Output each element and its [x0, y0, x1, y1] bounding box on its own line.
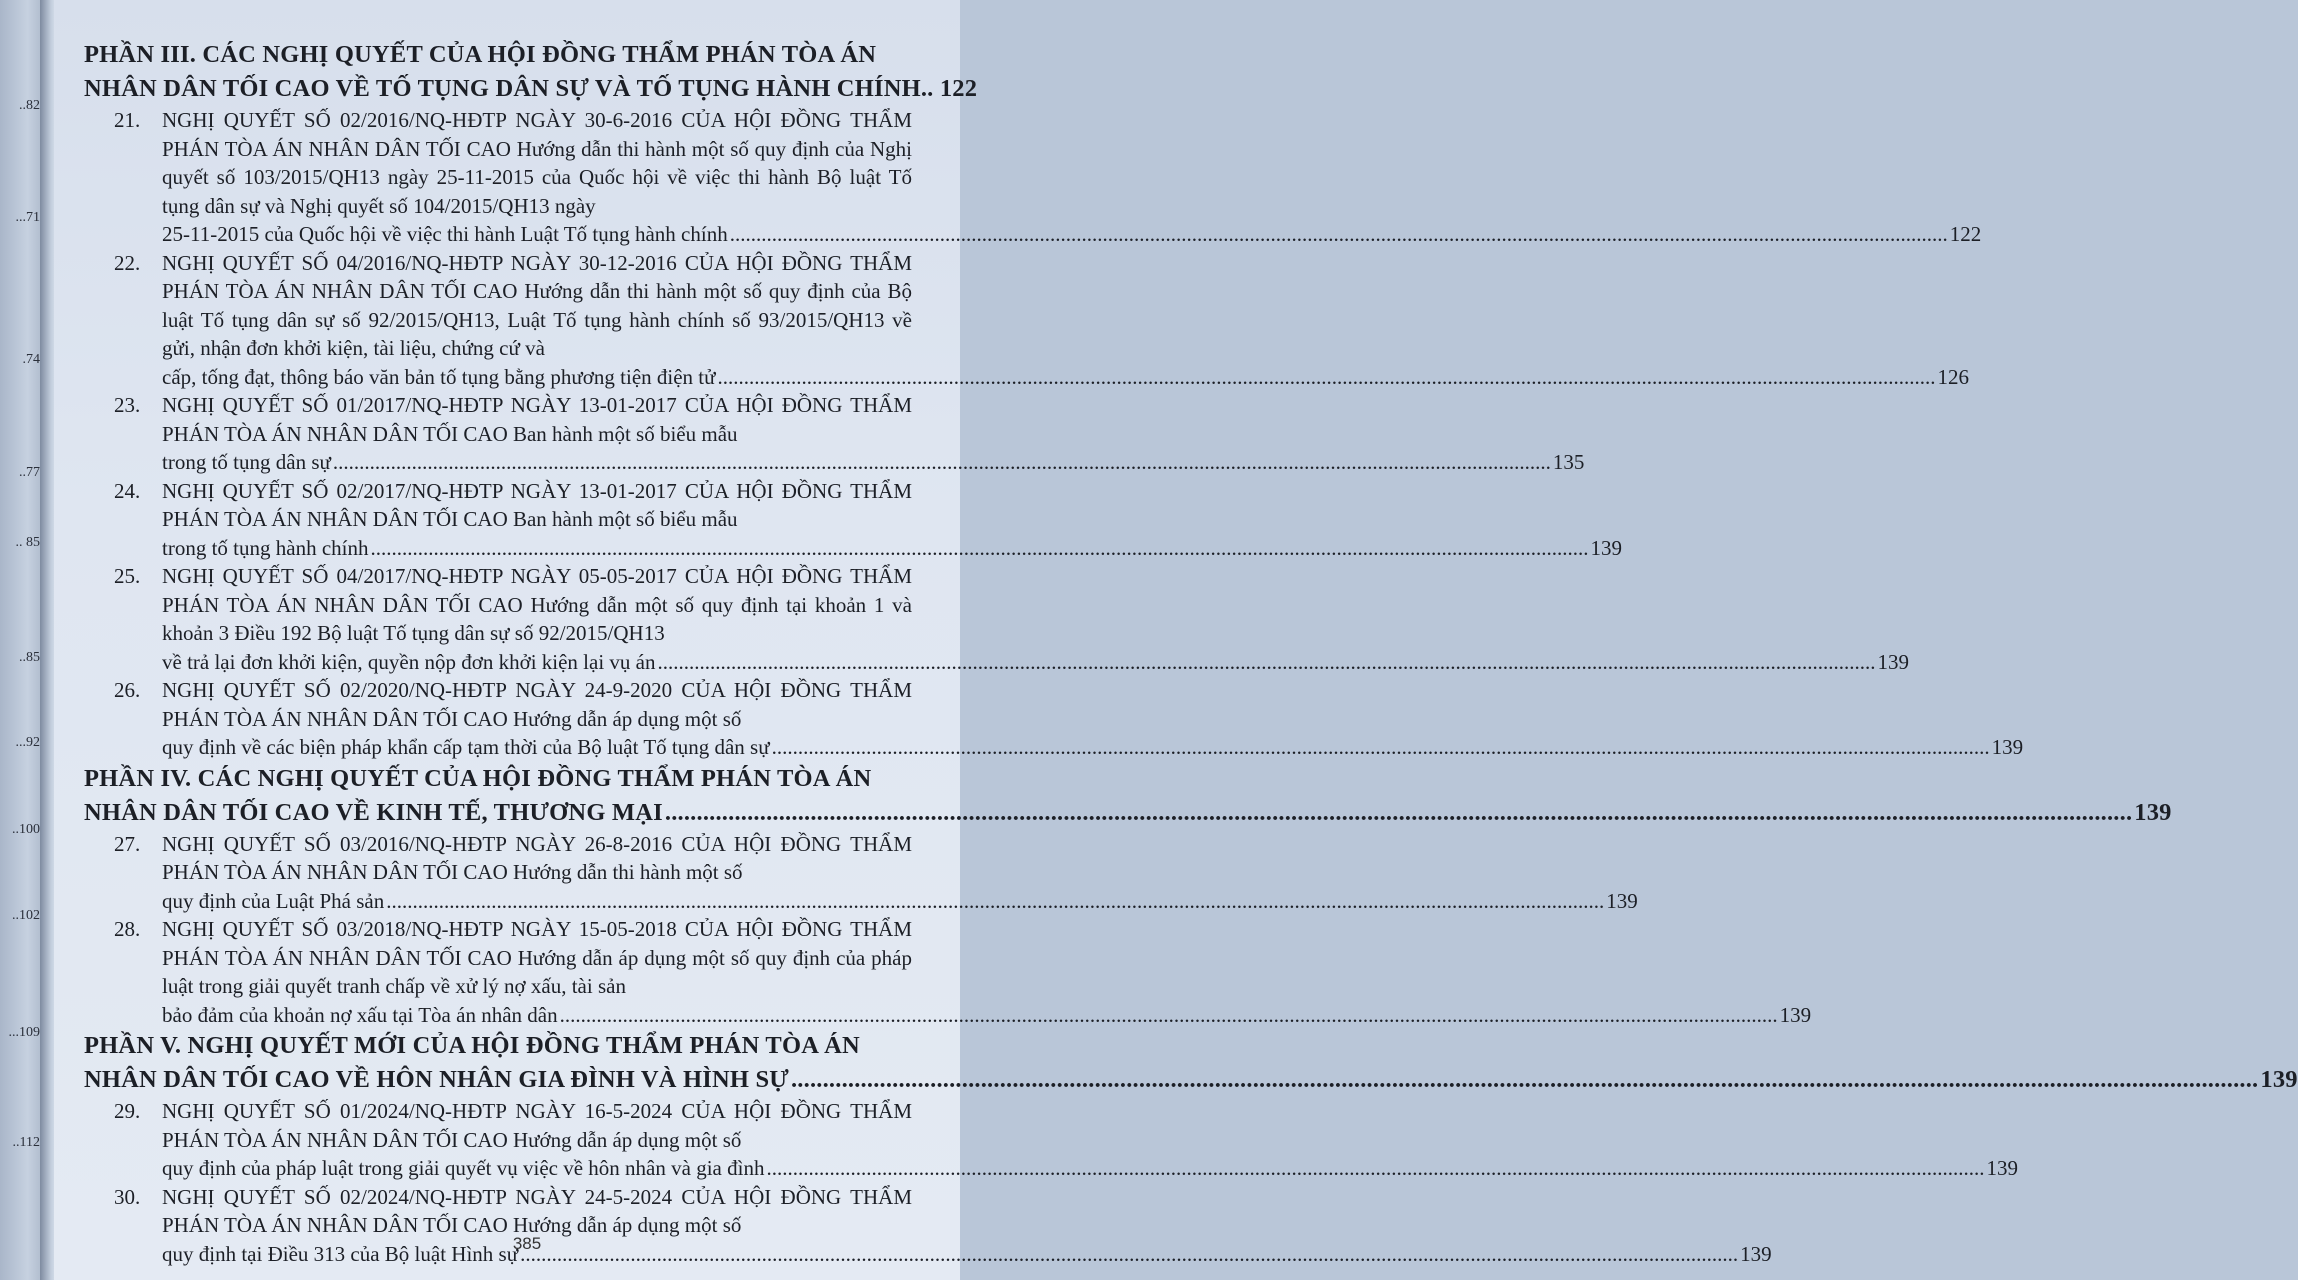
- toc-entry: [114, 106, 1982, 249]
- leader-dots: [386, 887, 1604, 916]
- leader-dots: [766, 1154, 1984, 1183]
- leader-dots: [333, 448, 1551, 477]
- entry-text: NGHỊ QUYẾT SỐ 02/2016/NQ-HĐTP NGÀY 30-6-2016 CỦA HỘI ĐỒNG THẨM PHÁN TÒA ÁN NHÂN DÂN TỐI CAO Hướng dẫn thi hành một số quy định của Nghị quyết số 103/2015/QH13 ngày 25-11-2015 của Quốc hội về việc thi hành Bộ luật Tố tụng dân sự và Nghị quyết số 104/2015/QH13 ngày: [162, 108, 912, 218]
- left-page-number: ...71: [15, 210, 40, 225]
- section-page-number: 139: [2134, 798, 2172, 826]
- section-title-line1: PHẦN V. NGHỊ QUYẾT MỚI CỦA HỘI ĐỒNG THẨM PHÁN TÒA ÁN: [84, 1032, 860, 1059]
- section-title-line2: NHÂN DÂN TỐI CAO VỀ HÔN NHÂN GIA ĐÌNH VÀ HÌNH SỰ: [84, 1066, 789, 1093]
- section-title-line2: NHÂN DÂN TỐI CAO VỀ KINH TẾ, THƯƠNG MẠI: [84, 798, 663, 826]
- entry-last-line: 25-11-2015 của Quốc hội về việc thi hành Luật Tố tụng hành chính: [162, 222, 728, 246]
- leader-dots: [560, 1001, 1778, 1030]
- leader-dots: ..: [920, 75, 940, 102]
- entry-last-line: trong tố tụng dân sự: [162, 450, 331, 474]
- entry-text: NGHỊ QUYẾT SỐ 02/2017/NQ-HĐTP NGÀY 13-01-2017 CỦA HỘI ĐỒNG THẨM PHÁN TÒA ÁN NHÂN DÂN TỐI CAO Ban hành một số biểu mẫu: [162, 478, 912, 531]
- entry-text: NGHỊ QUYẾT SỐ 03/2018/NQ-HĐTP NGÀY 15-05-2018 CỦA HỘI ĐỒNG THẨM PHÁN TÒA ÁN NHÂN DÂN TỐI CAO Hướng dẫn áp dụng một số quy định của pháp luật trong giải quyết tranh chấp về xử lý nợ xấu, tài sản: [162, 917, 912, 998]
- entry-last-line: cấp, tống đạt, thông báo văn bản tố tụng bằng phương tiện điện tử: [162, 364, 716, 389]
- left-page-number: ..112: [12, 1135, 40, 1150]
- entry-text: NGHỊ QUYẾT SỐ 02/2024/NQ-HĐTP NGÀY 24-5-2024 CỦA HỘI ĐỒNG THẨM PHÁN TÒA ÁN NHÂN DÂN TỐI CAO Hướng dẫn áp dụng một số: [162, 1184, 912, 1237]
- entry-number: 28.: [114, 917, 141, 941]
- entry-number: 24.: [114, 478, 141, 503]
- entry-text: NGHỊ QUYẾT SỐ 03/2016/NQ-HĐTP NGÀY 26-8-2016 CỦA HỘI ĐỒNG THẨM PHÁN TÒA ÁN NHÂN DÂN TỐI CAO Hướng dẫn thi hành một số: [162, 831, 912, 884]
- entry-last-line: về trả lại đơn khởi kiện, quyền nộp đơn khởi kiện lại vụ án: [162, 649, 656, 674]
- left-page-number: ..85: [19, 650, 40, 665]
- section-page-number: 139: [2260, 1066, 2298, 1093]
- entry-last-line: quy định của Luật Phá sản: [162, 888, 385, 913]
- leader-dots: [791, 1063, 2258, 1097]
- entry-last-line: quy định của pháp luật trong giải quyết vụ việc về hôn nhân và gia đình: [162, 1156, 765, 1180]
- left-page-number: ..82: [19, 98, 40, 113]
- left-page-number: ...109: [8, 1025, 40, 1040]
- entry-page-number: 122: [1949, 222, 1982, 246]
- toc-entry: [114, 1097, 2018, 1183]
- toc-entry: [114, 562, 1909, 676]
- section-heading: [84, 762, 2172, 830]
- left-page-number: ..102: [12, 908, 40, 923]
- entry-page-number: 139: [1590, 535, 1622, 560]
- toc-entry: [114, 1183, 1772, 1269]
- entry-text: NGHỊ QUYẾT SỐ 04/2016/NQ-HĐTP NGÀY 30-12-2016 CỦA HỘI ĐỒNG THẨM PHÁN TÒA ÁN NHÂN DÂN TỐI CAO Hướng dẫn thi hành một số quy định của Bộ luật Tố tụng dân sự số 92/2015/QH13, Luật Tố tụng hành chính số 93/2015/QH13 về gửi, nhận đơn khởi kiện, tài liệu, chứng cứ và: [162, 250, 912, 360]
- entry-text: NGHỊ QUYẾT SỐ 02/2020/NQ-HĐTP NGÀY 24-9-2020 CỦA HỘI ĐỒNG THẨM PHÁN TÒA ÁN NHÂN DÂN TỐI CAO Hướng dẫn áp dụng một số: [162, 678, 912, 731]
- section-heading: [84, 38, 978, 106]
- section-title-line2: NHÂN DÂN TỐI CAO VỀ TỐ TỤNG DÂN SỰ VÀ TỐ TỤNG HÀNH CHÍNH: [84, 75, 921, 102]
- leader-dots: [730, 220, 1948, 249]
- section-heading: [84, 1029, 2298, 1097]
- entry-page-number: 139: [1877, 649, 1909, 674]
- entry-page-number: 135: [1552, 450, 1585, 474]
- left-page-number: ..77: [19, 465, 40, 480]
- entry-number: 27.: [114, 831, 141, 856]
- entry-number: 25.: [114, 564, 141, 588]
- section-page-number: 122: [939, 75, 978, 102]
- left-page-number: ...92: [15, 735, 40, 750]
- toc-entry: [114, 830, 1638, 916]
- entry-page-number: 139: [1740, 1241, 1772, 1266]
- toc-entry: [114, 915, 1812, 1029]
- toc-entry: [114, 477, 1622, 563]
- section-title-line1: PHẦN III. CÁC NGHỊ QUYẾT CỦA HỘI ĐỒNG THẨM PHÁN TÒA ÁN: [84, 41, 877, 68]
- entry-text: NGHỊ QUYẾT SỐ 01/2024/NQ-HĐTP NGÀY 16-5-2024 CỦA HỘI ĐỒNG THẨM PHÁN TÒA ÁN NHÂN DÂN TỐI CAO Hướng dẫn áp dụng một số: [162, 1099, 912, 1152]
- section-title-line1: PHẦN IV. CÁC NGHỊ QUYẾT CỦA HỘI ĐỒNG THẨM PHÁN TÒA ÁN: [84, 764, 872, 792]
- entry-page-number: 139: [1779, 1002, 1812, 1027]
- entry-page-number: 139: [1991, 735, 2024, 759]
- entry-last-line: quy định về các biện pháp khẩn cấp tạm thời của Bộ luật Tố tụng dân sự: [162, 735, 770, 759]
- page-number: 385: [512, 1234, 542, 1253]
- leader-dots: [370, 534, 1588, 563]
- entry-last-line: bảo đảm của khoản nợ xấu tại Tòa án nhân dân: [162, 1002, 558, 1027]
- toc-page: [54, 0, 2298, 1280]
- entry-number: 26.: [114, 678, 141, 702]
- entry-page-number: 126: [1937, 364, 1970, 389]
- toc-entry: [114, 249, 1970, 392]
- toc-entry: [114, 391, 1585, 477]
- leader-dots: [718, 363, 1936, 392]
- entry-text: NGHỊ QUYẾT SỐ 04/2017/NQ-HĐTP NGÀY 05-05-2017 CỦA HỘI ĐỒNG THẨM PHÁN TÒA ÁN NHÂN DÂN TỐI CAO Hướng dẫn một số quy định tại khoản 1 và khoản 3 Điều 192 Bộ luật Tố tụng dân sự số 92/2015/QH13: [162, 564, 912, 645]
- entry-text: NGHỊ QUYẾT SỐ 01/2017/NQ-HĐTP NGÀY 13-01-2017 CỦA HỘI ĐỒNG THẨM PHÁN TÒA ÁN NHÂN DÂN TỐI CAO Ban hành một số biểu mẫu: [162, 393, 912, 446]
- left-page-number: ..100: [12, 822, 40, 837]
- entry-last-line: quy định tại Điều 313 của Bộ luật Hình sự: [162, 1241, 519, 1266]
- entry-number: 23.: [114, 393, 141, 417]
- leader-dots: [658, 648, 1876, 677]
- leader-dots: [665, 796, 2132, 830]
- left-page-number: .. 85: [15, 535, 40, 550]
- entry-number: 30.: [114, 1184, 141, 1209]
- leader-dots: [772, 733, 1990, 762]
- entry-number: 22.: [114, 250, 141, 275]
- entry-number: 21.: [114, 108, 141, 132]
- toc-entry: [114, 676, 2024, 762]
- entry-page-number: 139: [1606, 888, 1638, 913]
- left-page-number: .74: [22, 352, 40, 367]
- entry-page-number: 139: [1986, 1156, 2018, 1180]
- entry-last-line: trong tố tụng hành chính: [162, 535, 369, 560]
- entry-number: 29.: [114, 1099, 141, 1123]
